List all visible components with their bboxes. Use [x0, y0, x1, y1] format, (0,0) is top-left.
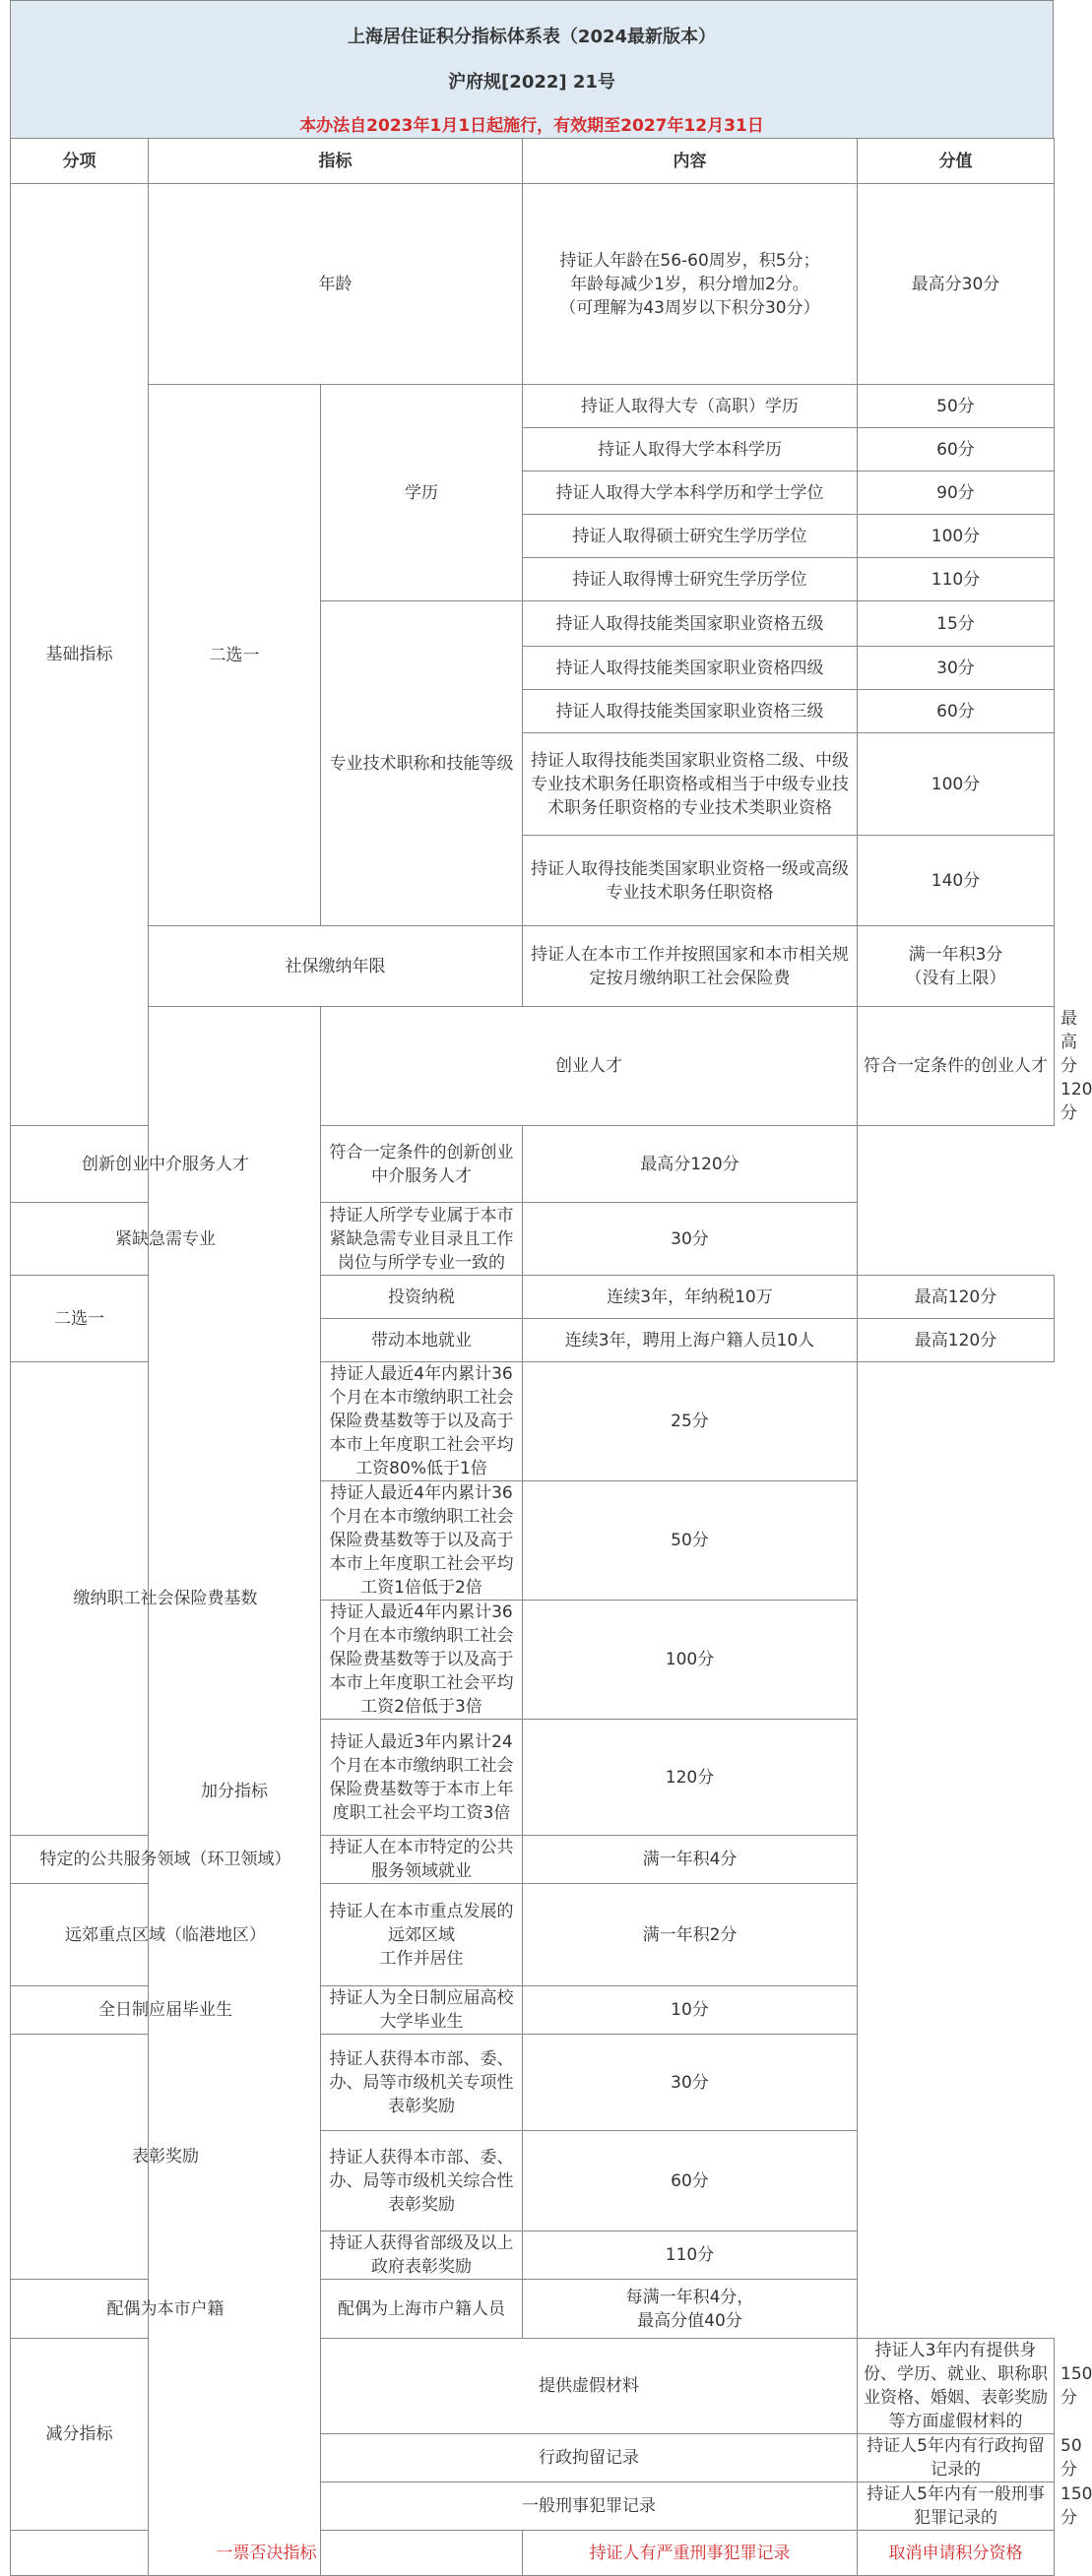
content-false-material: 持证人3年内有提供身份、学历、就业、职称职业资格、婚姻、表彰奖励等方面虚假材料的 — [858, 2339, 1055, 2434]
points-table — [10, 138, 1092, 2576]
score-awards: 60分 — [523, 2131, 858, 2231]
document-number: 沪府规[2022] 21号 — [448, 72, 615, 93]
table-row — [11, 184, 1055, 385]
table-row — [11, 1836, 1055, 1884]
table-row — [11, 1126, 1055, 1203]
indicator-false-material: 提供虚假材料 — [321, 2339, 858, 2434]
indicator-criminal: 一般刑事犯罪记录 — [321, 2482, 858, 2531]
content-shortage: 持证人所学专业属于本市紧缺急需专业目录且工作岗位与所学专业一致的 — [321, 1203, 523, 1276]
table-row: 一般刑事犯罪记录 持证人5年内有一般刑事犯罪记录的 150分 — [11, 2482, 1055, 2531]
column-header-category: 分项 — [11, 139, 149, 184]
content-skills: 持证人取得技能类国家职业资格三级 — [523, 690, 858, 733]
score-invest: 最高120分 — [858, 1276, 1055, 1319]
column-header-row — [11, 139, 1055, 184]
score-education: 100分 — [858, 515, 1055, 558]
points-table-document — [10, 0, 1092, 2576]
content-age: 持证人年龄在56-60周岁，积5分； 年龄每减少1岁，积分增加2分。 （可理解为43周岁以下积分30分） — [523, 184, 858, 385]
content-social-years: 持证人在本市工作并按照国家和本市相关规定按月缴纳职工社会保险费 — [523, 926, 858, 1007]
score-shortage: 30分 — [523, 1203, 858, 1276]
score-skills: 100分 — [858, 733, 1055, 836]
score-skills: 15分 — [858, 601, 1055, 647]
score-employ: 最高120分 — [858, 1319, 1055, 1362]
content-insurance-base: 持证人最近4年内累计36个月在本市缴纳职工社会保险费基数等于以及高于本市上年度职工社会平均工资80%低于1倍 — [321, 1362, 523, 1481]
score-insurance-base: 100分 — [523, 1601, 858, 1720]
content-skills: 持证人取得技能类国家职业资格四级 — [523, 647, 858, 690]
score-insurance-base: 25分 — [523, 1362, 858, 1481]
score-skills: 30分 — [858, 647, 1055, 690]
validity-notice: 本办法自2023年1月1日起施行，有效期至2027年12月31日 — [299, 116, 764, 136]
content-entrepreneur: 符合一定条件的创业人才 — [858, 1007, 1055, 1126]
indicator-detention: 行政拘留记录 — [321, 2434, 858, 2482]
content-skills: 持证人取得技能类国家职业资格五级 — [523, 601, 858, 647]
indicator-public-service: 特定的公共服务领域（环卫领域） — [11, 1836, 321, 1884]
table-row — [11, 2531, 1055, 2576]
indicator-awards: 表彰奖励 — [11, 2035, 321, 2280]
score-education: 60分 — [858, 428, 1055, 471]
content-criminal: 持证人5年内有一般刑事犯罪记录的 — [858, 2482, 1055, 2531]
content-education: 持证人取得大学本科学历和学士学位 — [523, 471, 858, 515]
indicator-intermediary: 创新创业中介服务人才 — [11, 1126, 321, 1203]
choose-one-label: 二选一 — [11, 1276, 149, 1362]
table-row — [11, 926, 1055, 1007]
score-intermediary: 最高分120分 — [523, 1126, 858, 1203]
indicator-employ: 带动本地就业 — [321, 1319, 523, 1362]
indicator-skills: 专业技术职称和技能等级 — [321, 601, 523, 926]
indicator-spouse: 配偶为本市户籍 — [11, 2280, 321, 2339]
score-education: 90分 — [858, 471, 1055, 515]
score-veto: 取消申请积分资格 — [858, 2531, 1055, 2576]
indicator-veto: 一票否决指标 — [11, 2531, 523, 2576]
score-social-years: 满一年积3分 （没有上限） — [858, 926, 1055, 1007]
score-skills: 140分 — [858, 836, 1055, 926]
content-suburb: 持证人在本市重点发展的远郊区域 工作并居住 — [321, 1884, 523, 1986]
choose-one-label: 二选一 — [149, 385, 321, 926]
table-row — [11, 1986, 1055, 2035]
content-education: 持证人取得大专（高职）学历 — [523, 385, 858, 428]
category-bonus: 加分指标 — [149, 1007, 321, 2576]
content-spouse: 配偶为上海市户籍人员 — [321, 2280, 523, 2339]
table-row — [11, 2280, 1055, 2339]
indicator-invest: 投资纳税 — [321, 1276, 523, 1319]
score-awards: 30分 — [523, 2035, 858, 2131]
column-header-content: 内容 — [523, 139, 858, 184]
table-row: 加分指标 创业人才 符合一定条件的创业人才 最高分120分 — [11, 1007, 1055, 1126]
content-education: 持证人取得硕士研究生学历学位 — [523, 515, 858, 558]
column-header-score: 分值 — [858, 139, 1055, 184]
score-insurance-base: 50分 — [523, 1481, 858, 1601]
score-skills: 60分 — [858, 690, 1055, 733]
table-row: 减分指标 提供虚假材料 持证人3年内有提供身份、学历、就业、职称职业资格、婚姻、表彰奖励等方面虚假材料的 150分 — [11, 2339, 1055, 2434]
content-employ: 连续3年，聘用上海户籍人员10人 — [523, 1319, 858, 1362]
content-skills: 持证人取得技能类国家职业资格一级或高级专业技术职务任职资格 — [523, 836, 858, 926]
indicator-entrepreneur: 创业人才 — [321, 1007, 858, 1126]
content-public-service: 持证人在本市特定的公共服务领域就业 — [321, 1836, 523, 1884]
indicator-age: 年龄 — [149, 184, 523, 385]
content-awards: 持证人获得省部级及以上政府表彰奖励 — [321, 2231, 523, 2280]
content-detention: 持证人5年内有行政拘留记录的 — [858, 2434, 1055, 2482]
table-row — [11, 385, 1055, 428]
table-row — [11, 2035, 1055, 2131]
table-header — [10, 0, 1054, 138]
column-header-indicator: 指标 — [149, 139, 523, 184]
content-veto: 持证人有严重刑事犯罪记录 — [523, 2531, 858, 2576]
score-spouse: 每满一年积4分， 最高分值40分 — [523, 2280, 858, 2339]
table-row — [11, 1884, 1055, 1986]
content-graduate: 持证人为全日制应届高校大学毕业生 — [321, 1986, 523, 2035]
content-intermediary: 符合一定条件的创新创业中介服务人才 — [321, 1126, 523, 1203]
content-insurance-base: 持证人最近4年内累计36个月在本市缴纳职工社会保险费基数等于以及高于本市上年度职工社会平均工资2倍低于3倍 — [321, 1601, 523, 1720]
indicator-insurance-base: 缴纳职工社会保险费基数 — [11, 1362, 321, 1836]
content-awards: 持证人获得本市部、委、办、局等市级机关综合性表彰奖励 — [321, 2131, 523, 2231]
score-education: 50分 — [858, 385, 1055, 428]
table-row — [11, 1203, 1055, 1276]
content-awards: 持证人获得本市部、委、办、局等市级机关专项性表彰奖励 — [321, 2035, 523, 2131]
content-insurance-base: 持证人最近3年内累计24个月在本市缴纳职工社会保险费基数等于本市上年度职工社会平均工资3倍 — [321, 1720, 523, 1836]
indicator-graduate: 全日制应届毕业生 — [11, 1986, 321, 2035]
table-title: 上海居住证积分指标体系表（2024最新版本） — [347, 27, 717, 47]
indicator-shortage: 紧缺急需专业 — [11, 1203, 321, 1276]
score-suburb: 满一年积2分 — [523, 1884, 858, 1986]
content-skills: 持证人取得技能类国家职业资格二级、中级专业技术职务任职资格或相当于中级专业技术职务任职资格的专业技术类职业资格 — [523, 733, 858, 836]
content-insurance-base: 持证人最近4年内累计36个月在本市缴纳职工社会保险费基数等于以及高于本市上年度职工社会平均工资1倍低于2倍 — [321, 1481, 523, 1601]
content-education: 持证人取得博士研究生学历学位 — [523, 558, 858, 601]
table-row — [11, 1362, 1055, 1481]
score-education: 110分 — [858, 558, 1055, 601]
content-invest: 连续3年，年纳税10万 — [523, 1276, 858, 1319]
indicator-social-years: 社保缴纳年限 — [149, 926, 523, 1007]
category-basic: 基础指标 — [11, 184, 149, 1126]
score-public-service: 满一年积4分 — [523, 1836, 858, 1884]
indicator-education: 学历 — [321, 385, 523, 601]
score-age: 最高分30分 — [858, 184, 1055, 385]
table-row: 行政拘留记录 持证人5年内有行政拘留记录的 50分 — [11, 2434, 1055, 2482]
score-graduate: 10分 — [523, 1986, 858, 2035]
indicator-suburb: 远郊重点区域（临港地区） — [11, 1884, 321, 1986]
category-deduct: 减分指标 — [11, 2339, 149, 2531]
score-awards: 110分 — [523, 2231, 858, 2280]
score-insurance-base: 120分 — [523, 1720, 858, 1836]
content-education: 持证人取得大学本科学历 — [523, 428, 858, 471]
